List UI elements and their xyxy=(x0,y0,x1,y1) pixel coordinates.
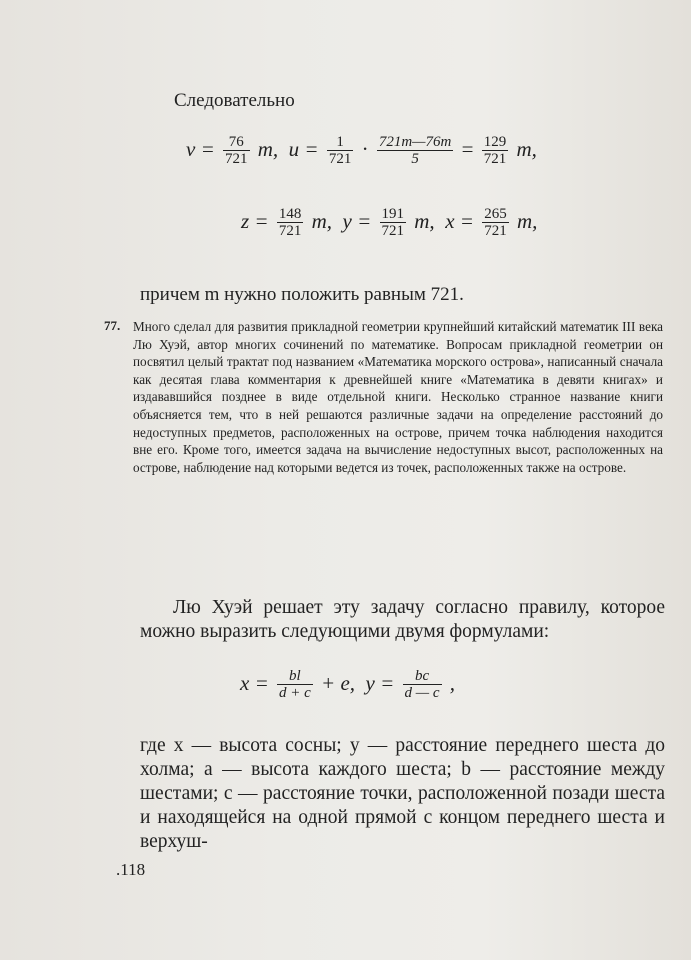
footnote-text: Много сделал для развития прикладной геометрии крупнейший китайский математик III века Лю Хуэй, автор многих сочинений по математике. Вопросам прикладной геометрии он посвятил целый трактат под названием «Математика морского острова», написанный сначала как десятая глава комментария к древнейшей книге «Математика в девяти книгах» и издававшийся позднее в виде отдельной книги. Несколько странное название книги объясняется тем, что в ней решаются различные задачи на определение расстояний до недоступных предметов, расположенных на острове, причем точка наблюдения находится вне его. Кроме того, имеется задача на вычисление недоступных высот, расположенных на острове, наблюдение над которыми ведется из точек, расположенных также на острове. xyxy=(133,319,663,475)
x-fraction: $\frac{265}{721}$ xyxy=(484,206,507,239)
formula-end: , xyxy=(449,670,456,695)
condition-line: причем m нужно положить равным 721. xyxy=(140,284,464,305)
v-var: m, xyxy=(257,136,279,161)
formula-x-lhs: x = xyxy=(240,670,269,695)
formula-y-fraction: $\frac{bc}{d — c}$ xyxy=(404,668,440,701)
u2-fraction: $\frac{721m—76m}{5}$ xyxy=(378,134,452,167)
paragraph-definitions: где x — высота сосны; y — расстояние переднего шеста до холма; a — высота каждого шеста; b — расстояние между шестами; c — расстояние точки, расположенной позади шеста и находящейся на одной прямой с концом переднего шеста и верхуш- xyxy=(140,735,665,852)
note-number: 77. xyxy=(104,318,121,333)
formula-x-fraction: $\frac{bl}{d + c}$ xyxy=(279,668,311,701)
result-var: m, xyxy=(516,136,537,161)
v-fraction: $\frac{76}{721}$ xyxy=(225,134,248,167)
u-lhs: u = xyxy=(288,136,319,161)
equation-line-1 xyxy=(186,134,537,168)
intro-word: Следовательно xyxy=(174,90,295,111)
y-var: m, xyxy=(414,208,435,233)
z-lhs: z = xyxy=(241,208,269,233)
dot-operator: · xyxy=(361,136,369,161)
page-number: .118 xyxy=(116,860,146,879)
z-fraction: $\frac{148}{721}$ xyxy=(278,206,302,239)
u-fraction: $\frac{1}{721}$ xyxy=(328,134,352,167)
y-fraction: $\frac{191}{721}$ xyxy=(381,206,405,239)
paragraph-rule: Лю Хуэй решает эту задачу согласно правилу, которое можно выразить следующими двумя формулами: xyxy=(140,597,665,642)
x-lhs: x = xyxy=(445,208,474,233)
equals-sign: = xyxy=(461,136,474,161)
formula-y-lhs: y = xyxy=(365,670,395,695)
equation-line-2 xyxy=(241,206,537,240)
y-lhs: y = xyxy=(342,208,372,233)
v-lhs: v = xyxy=(186,136,215,161)
formula-line xyxy=(240,668,455,702)
x-var: m, xyxy=(516,208,538,233)
z-var: m, xyxy=(311,208,333,233)
result-fraction: $\frac{129}{721}$ xyxy=(483,134,507,167)
formula-plus-e: + e, xyxy=(321,670,356,695)
